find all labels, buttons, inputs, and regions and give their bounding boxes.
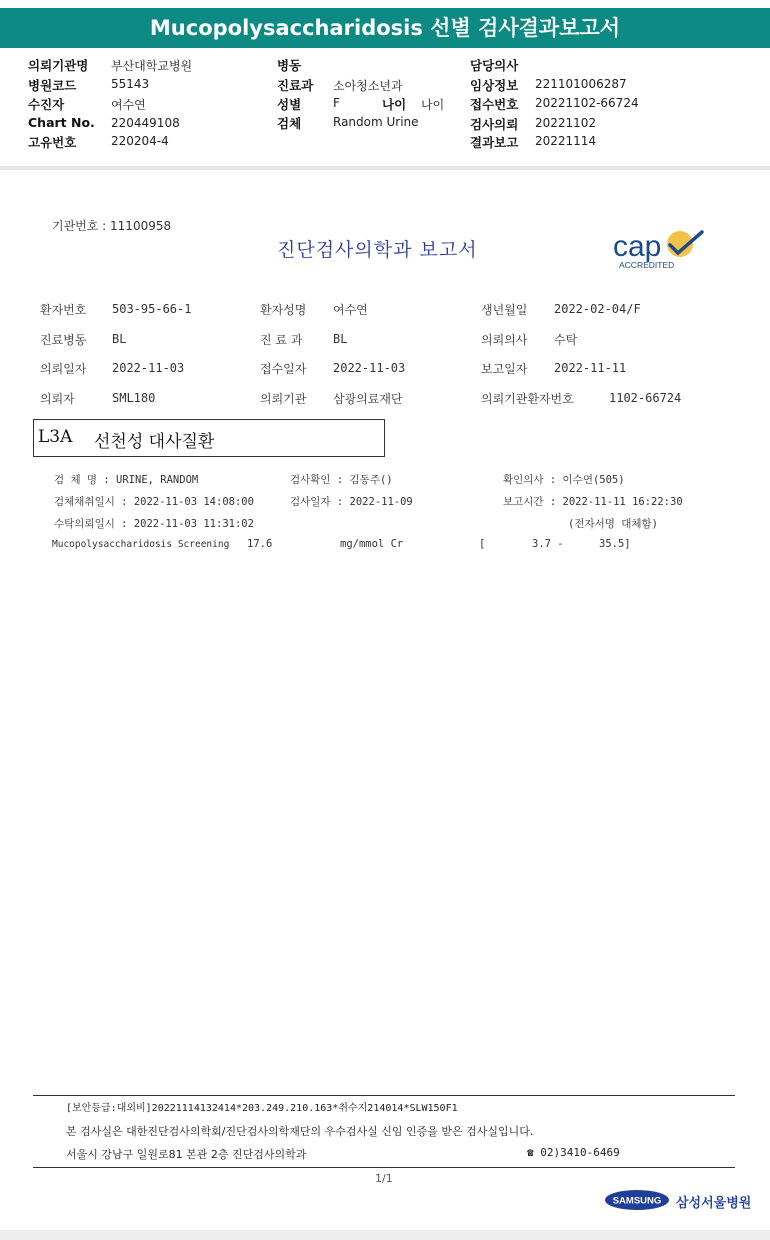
- value-org-patient-no: 1102-66724: [609, 391, 682, 405]
- header-value-report-date: 20221114: [535, 134, 597, 148]
- value-department: BL: [333, 332, 348, 346]
- samsung-logo: [604, 1188, 670, 1212]
- result-value: 17.6: [247, 538, 273, 550]
- certification-note: 본 검사실은 대한진단검사의학회/진단검사의학재단의 우수검사실 신임 인증을 받은 검사실입니다.: [66, 1125, 534, 1138]
- header-label-clinical-info: 임상정보: [470, 78, 519, 93]
- value-patient-no: 503-95-66-1: [112, 302, 192, 316]
- header-label-department: 진료과: [277, 78, 314, 93]
- specimen-name: 검 체 명 : URINE, RANDOM: [54, 474, 199, 486]
- header-value-specimen: Random Urine: [333, 115, 419, 129]
- header-label-sex: 성별: [277, 97, 302, 112]
- report-heading: 진단검사의학과 보고서: [277, 239, 478, 261]
- test-category-name: 선천성 대사질환: [94, 432, 215, 452]
- header-label-age: 나이: [382, 97, 407, 112]
- header-value-department: 소아청소년과: [333, 79, 403, 93]
- lab-phone: ☎ 02)3410-6469: [527, 1146, 620, 1159]
- lab-address: 서울시 강남구 일원로81 본관 2층 진단검사의학과: [66, 1148, 307, 1161]
- value-requesting-doctor: 수탁: [554, 333, 578, 347]
- header-value-age: 나이: [421, 98, 445, 112]
- label-requester: 의뢰자: [40, 392, 75, 406]
- header-label-receipt-no: 접수번호: [470, 97, 519, 112]
- report-time: 보고시간 : 2022-11-11 16:22:30: [503, 496, 683, 508]
- collection-datetime: 검체채취일시 : 2022-11-03 14:08:00: [54, 496, 254, 508]
- label-report-date: 보고일자: [481, 362, 528, 376]
- top-strip: [0, 0, 770, 8]
- cap-logo-text: cap: [613, 230, 662, 263]
- report-title-bar: Mucopolysaccharidosis 선별 검사결과보고서: [0, 8, 770, 48]
- header-label-request-date: 검사의뢰: [470, 117, 519, 132]
- header-value-clinical-info: 221101006287: [535, 77, 627, 91]
- org-number: 기관번호 : 11100958: [52, 219, 172, 233]
- reference-range-low: 3.7 -: [532, 538, 564, 550]
- header-label-patient: 수진자: [28, 97, 65, 112]
- header-label-institution: 의뢰기관명: [28, 58, 89, 73]
- test-category-code: L3A: [38, 427, 73, 447]
- result-test-name: Mucopolysaccharidosis Screening: [52, 539, 230, 550]
- test-date: 검사일자 : 2022-11-09: [290, 496, 413, 508]
- header-value-hospital-code: 55143: [111, 77, 150, 91]
- value-birth-date: 2022-02-04/F: [554, 302, 641, 316]
- label-org-patient-no: 의뢰기관환자번호: [481, 392, 574, 406]
- label-ward: 진료병동: [40, 333, 87, 347]
- bottom-band: [0, 1230, 770, 1240]
- cap-accredited-logo: [610, 226, 710, 272]
- header-value-sex: F: [333, 96, 340, 110]
- reference-range-open: [: [479, 538, 486, 550]
- value-ward: BL: [112, 332, 127, 346]
- consignment-datetime: 수탁의뢰일시 : 2022-11-03 11:31:02: [54, 518, 254, 530]
- value-receipt-date: 2022-11-03: [333, 361, 406, 375]
- reference-range-high: 35.5]: [599, 538, 631, 550]
- label-department: 진 료 과: [260, 333, 303, 347]
- value-requesting-org: 삼광의료재단: [333, 392, 403, 406]
- label-patient-no: 환자번호: [40, 303, 87, 317]
- cap-logo-graphic: [610, 226, 710, 272]
- header-value-patient: 여수연: [111, 98, 146, 112]
- value-requester: SML180: [112, 391, 156, 405]
- header-label-specimen: 검체: [277, 116, 302, 131]
- header-value-request-date: 20221102: [535, 116, 597, 130]
- header-separator: [0, 166, 770, 170]
- verified-by: 검사확인 : 김동주(): [290, 474, 393, 486]
- value-request-date: 2022-11-03: [112, 361, 185, 375]
- label-request-date: 의뢰일자: [40, 362, 87, 376]
- label-birth-date: 생년월일: [481, 303, 528, 317]
- e-signature-note: (전자서명 대체함): [568, 518, 658, 530]
- header-label-report-date: 결과보고: [470, 135, 519, 150]
- samsung-logo-graphic: [604, 1188, 670, 1212]
- samsung-logo-text: SAMSUNG: [612, 1195, 662, 1207]
- label-receipt-date: 접수일자: [260, 362, 307, 376]
- label-requesting-org: 의뢰기관: [260, 392, 307, 406]
- header-value-institution: 부산대학교병원: [111, 59, 193, 73]
- confirming-doctor: 확인의사 : 이수연(505): [503, 474, 625, 486]
- header-value-unique-no: 220204-4: [111, 134, 169, 148]
- header-label-ward: 병동: [277, 58, 302, 73]
- header-label-doctor: 담당의사: [470, 58, 519, 73]
- header-label-hospital-code: 병원코드: [28, 78, 77, 93]
- footer-bottom-rule: [33, 1167, 735, 1168]
- hospital-brand-name: 삼성서울병원: [676, 1196, 752, 1211]
- page-number: 1/1: [375, 1172, 393, 1185]
- header-value-chart-no: 220449108: [111, 116, 180, 130]
- header-label-unique-no: 고유번호: [28, 135, 77, 150]
- header-label-chart-no: Chart No.: [28, 115, 95, 130]
- value-report-date: 2022-11-11: [554, 361, 627, 375]
- value-patient-name: 여수연: [333, 303, 368, 317]
- header-value-receipt-no: 20221102-66724: [535, 96, 639, 110]
- label-requesting-doctor: 의뢰의사: [481, 333, 528, 347]
- security-line: [보안등급:대외비]20221114132414*203.249.210.163*취수지214014*SLW150F1: [66, 1103, 458, 1114]
- result-unit: mg/mmol Cr: [340, 538, 404, 550]
- cap-logo-subtext: ACCREDITED: [619, 260, 675, 270]
- footer-top-rule: [33, 1095, 735, 1096]
- label-patient-name: 환자성명: [260, 303, 307, 317]
